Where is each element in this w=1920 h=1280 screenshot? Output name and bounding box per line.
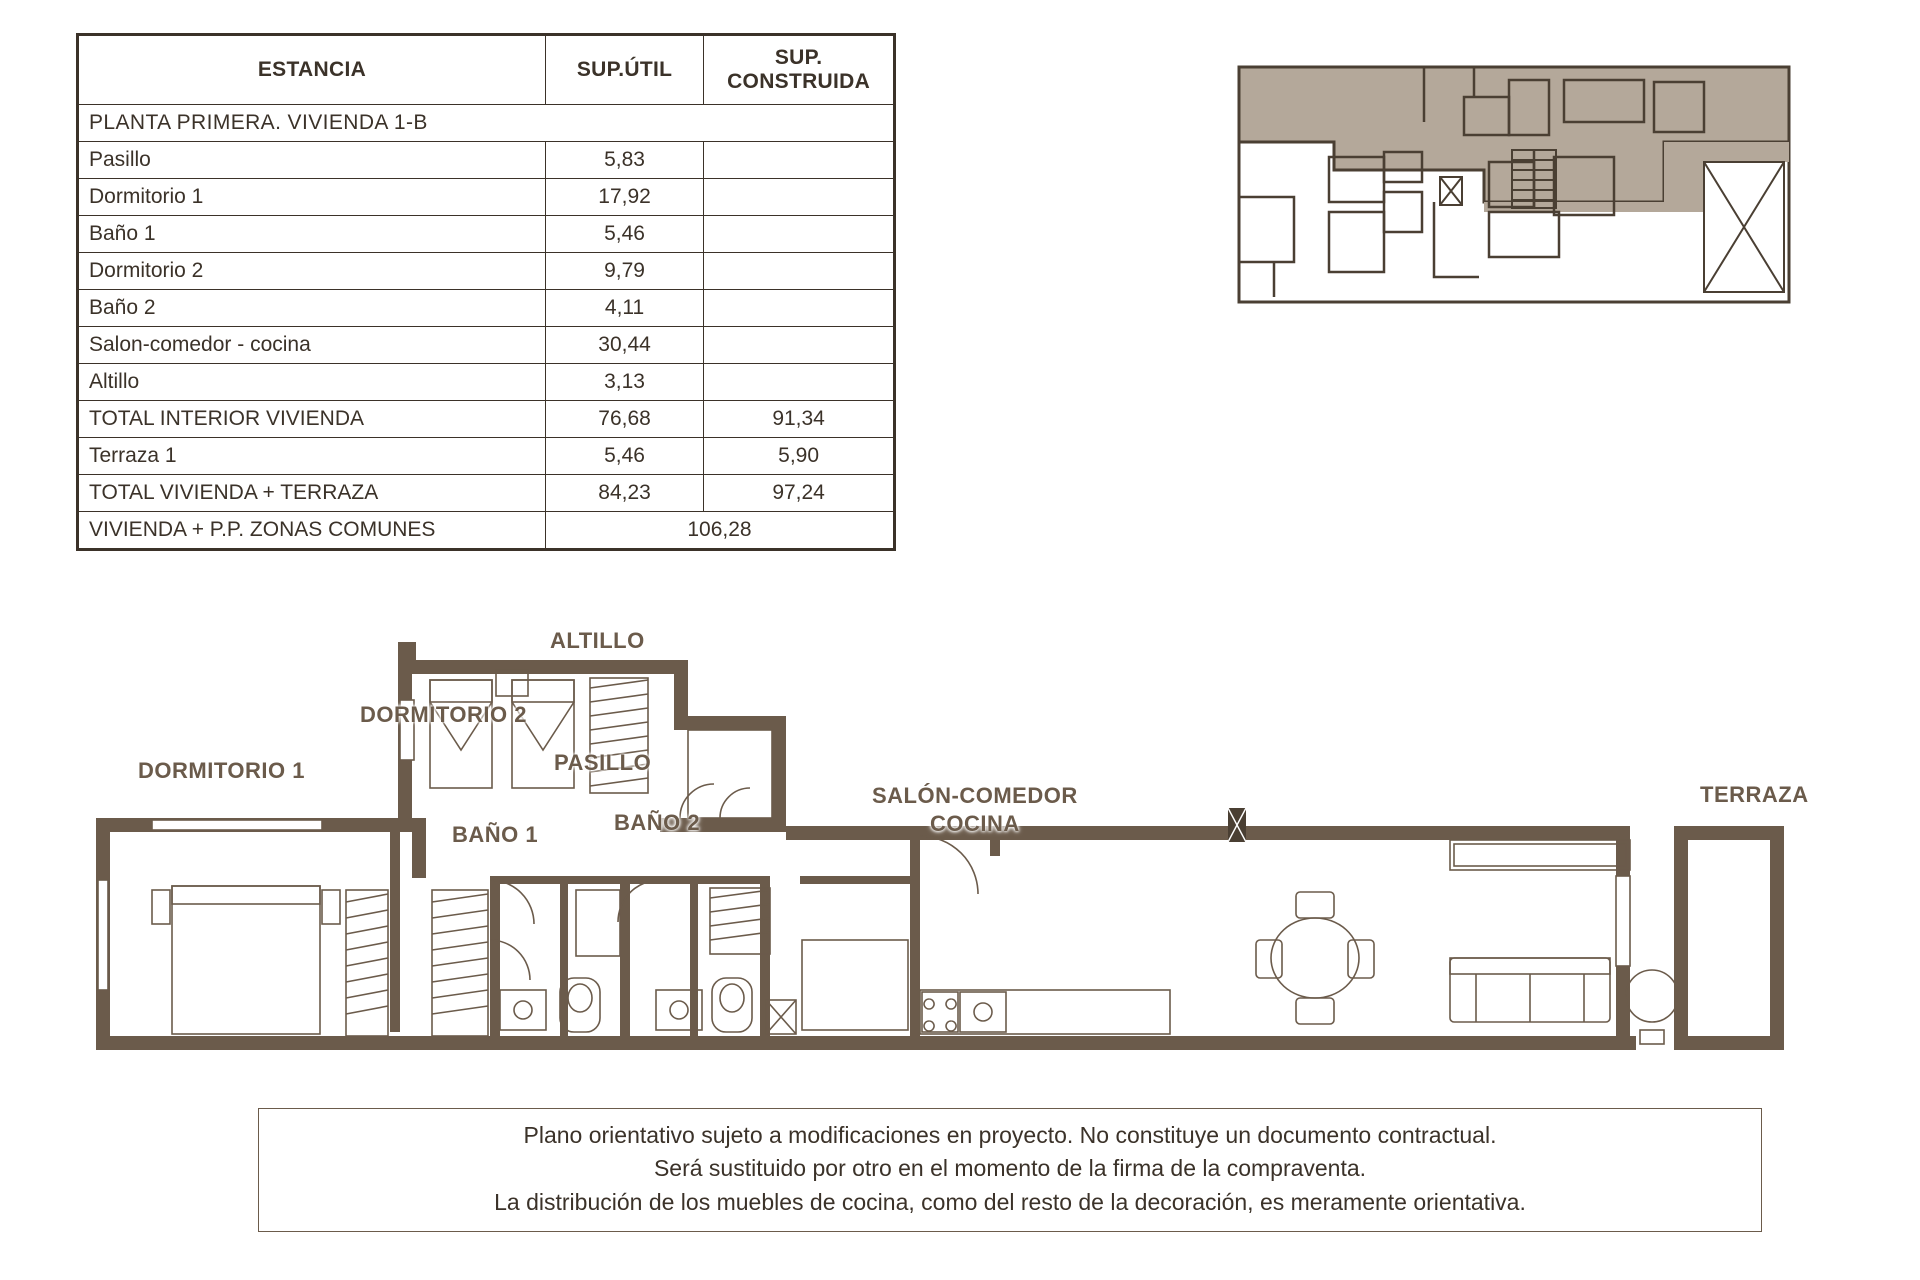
- table-row-total: [79, 401, 894, 438]
- room-label-bano-2: BAÑO 2: [614, 810, 701, 835]
- room-label-bano-1: BAÑO 1: [452, 822, 539, 847]
- row-name: Salon-comedor - cocina: [79, 327, 546, 364]
- table-row: [79, 142, 894, 179]
- row-construida: [704, 327, 894, 364]
- room-label-dormitorio-2: DORMITORIO 2: [360, 702, 527, 727]
- areas-table-container: [76, 33, 896, 551]
- row-construida: 97,24: [704, 475, 894, 512]
- row-util: 9,79: [545, 253, 703, 290]
- salon-line-1: SALÓN-COMEDOR: [872, 783, 1078, 808]
- key-plan-diagram: [1234, 62, 1794, 322]
- row-construida: [704, 216, 894, 253]
- row-name: TOTAL INTERIOR VIVIENDA: [79, 401, 546, 438]
- floor-plan-svg: [60, 640, 1870, 1160]
- header-sup-construida: SUP. CONSTRUIDA: [704, 36, 894, 105]
- table-row: [79, 179, 894, 216]
- header-sup-util: SUP.ÚTIL: [545, 36, 703, 105]
- row-name: Dormitorio 2: [79, 253, 546, 290]
- row-construida: 91,34: [704, 401, 894, 438]
- row-util: 76,68: [545, 401, 703, 438]
- room-label-terraza: TERRAZA: [1700, 782, 1809, 807]
- room-label-salon-comedor-cocina: [872, 782, 1078, 837]
- row-util: 5,83: [545, 142, 703, 179]
- disclaimer-box: [258, 1108, 1762, 1232]
- row-util: 3,13: [545, 364, 703, 401]
- footer-value: 106,28: [545, 512, 893, 549]
- room-label-pasillo: PASILLO: [554, 750, 652, 775]
- row-name: Dormitorio 1: [79, 179, 546, 216]
- table-row: [79, 253, 894, 290]
- row-util: 30,44: [545, 327, 703, 364]
- row-construida: [704, 253, 894, 290]
- areas-table: [78, 35, 894, 549]
- disclaimer-line-2: Será sustituido por otro en el momento de la firma de la compraventa.: [653, 1155, 1367, 1182]
- row-util: 17,92: [545, 179, 703, 216]
- salon-line-2: COCINA: [929, 810, 1020, 836]
- row-construida: [704, 364, 894, 401]
- row-construida: [704, 179, 894, 216]
- room-label-dormitorio-1: DORMITORIO 1: [138, 758, 305, 783]
- table-row: [79, 438, 894, 475]
- table-row-total: [79, 475, 894, 512]
- row-util: 4,11: [545, 290, 703, 327]
- header-estancia: ESTANCIA: [79, 36, 546, 105]
- room-label-altillo: ALTILLO: [550, 628, 645, 653]
- row-name: TOTAL VIVIENDA + TERRAZA: [79, 475, 546, 512]
- row-name: Altillo: [79, 364, 546, 401]
- disclaimer-line-1: Plano orientativo sujeto a modificaciones en proyecto. No constituye un documento contractual.: [523, 1122, 1497, 1148]
- footer-name: VIVIENDA + P.P. ZONAS COMUNES: [79, 512, 546, 549]
- row-name: Baño 1: [79, 216, 546, 253]
- table-row: [79, 364, 894, 401]
- key-plan-svg: [1234, 62, 1794, 322]
- row-construida: [704, 142, 894, 179]
- row-name: Pasillo: [79, 142, 546, 179]
- row-name: Terraza 1: [79, 438, 546, 475]
- row-name: Baño 2: [79, 290, 546, 327]
- row-construida: 5,90: [704, 438, 894, 475]
- furniture: [98, 670, 1678, 1044]
- table-row: [79, 327, 894, 364]
- row-util: 5,46: [545, 438, 703, 475]
- table-row: [79, 216, 894, 253]
- section-title: PLANTA PRIMERA. VIVIENDA 1-B: [79, 105, 894, 142]
- row-construida: [704, 290, 894, 327]
- table-section-row: [79, 105, 894, 142]
- table-footer-row: [79, 512, 894, 549]
- table-header-row: [79, 36, 894, 105]
- row-util: 5,46: [545, 216, 703, 253]
- floor-plan-diagram: [60, 628, 1870, 1160]
- table-row: [79, 290, 894, 327]
- row-util: 84,23: [545, 475, 703, 512]
- door-marker: [1228, 808, 1246, 842]
- disclaimer-line-3: La distribución de los muebles de cocina, como del resto de la decoración, es meramente orientativa.: [494, 1188, 1526, 1215]
